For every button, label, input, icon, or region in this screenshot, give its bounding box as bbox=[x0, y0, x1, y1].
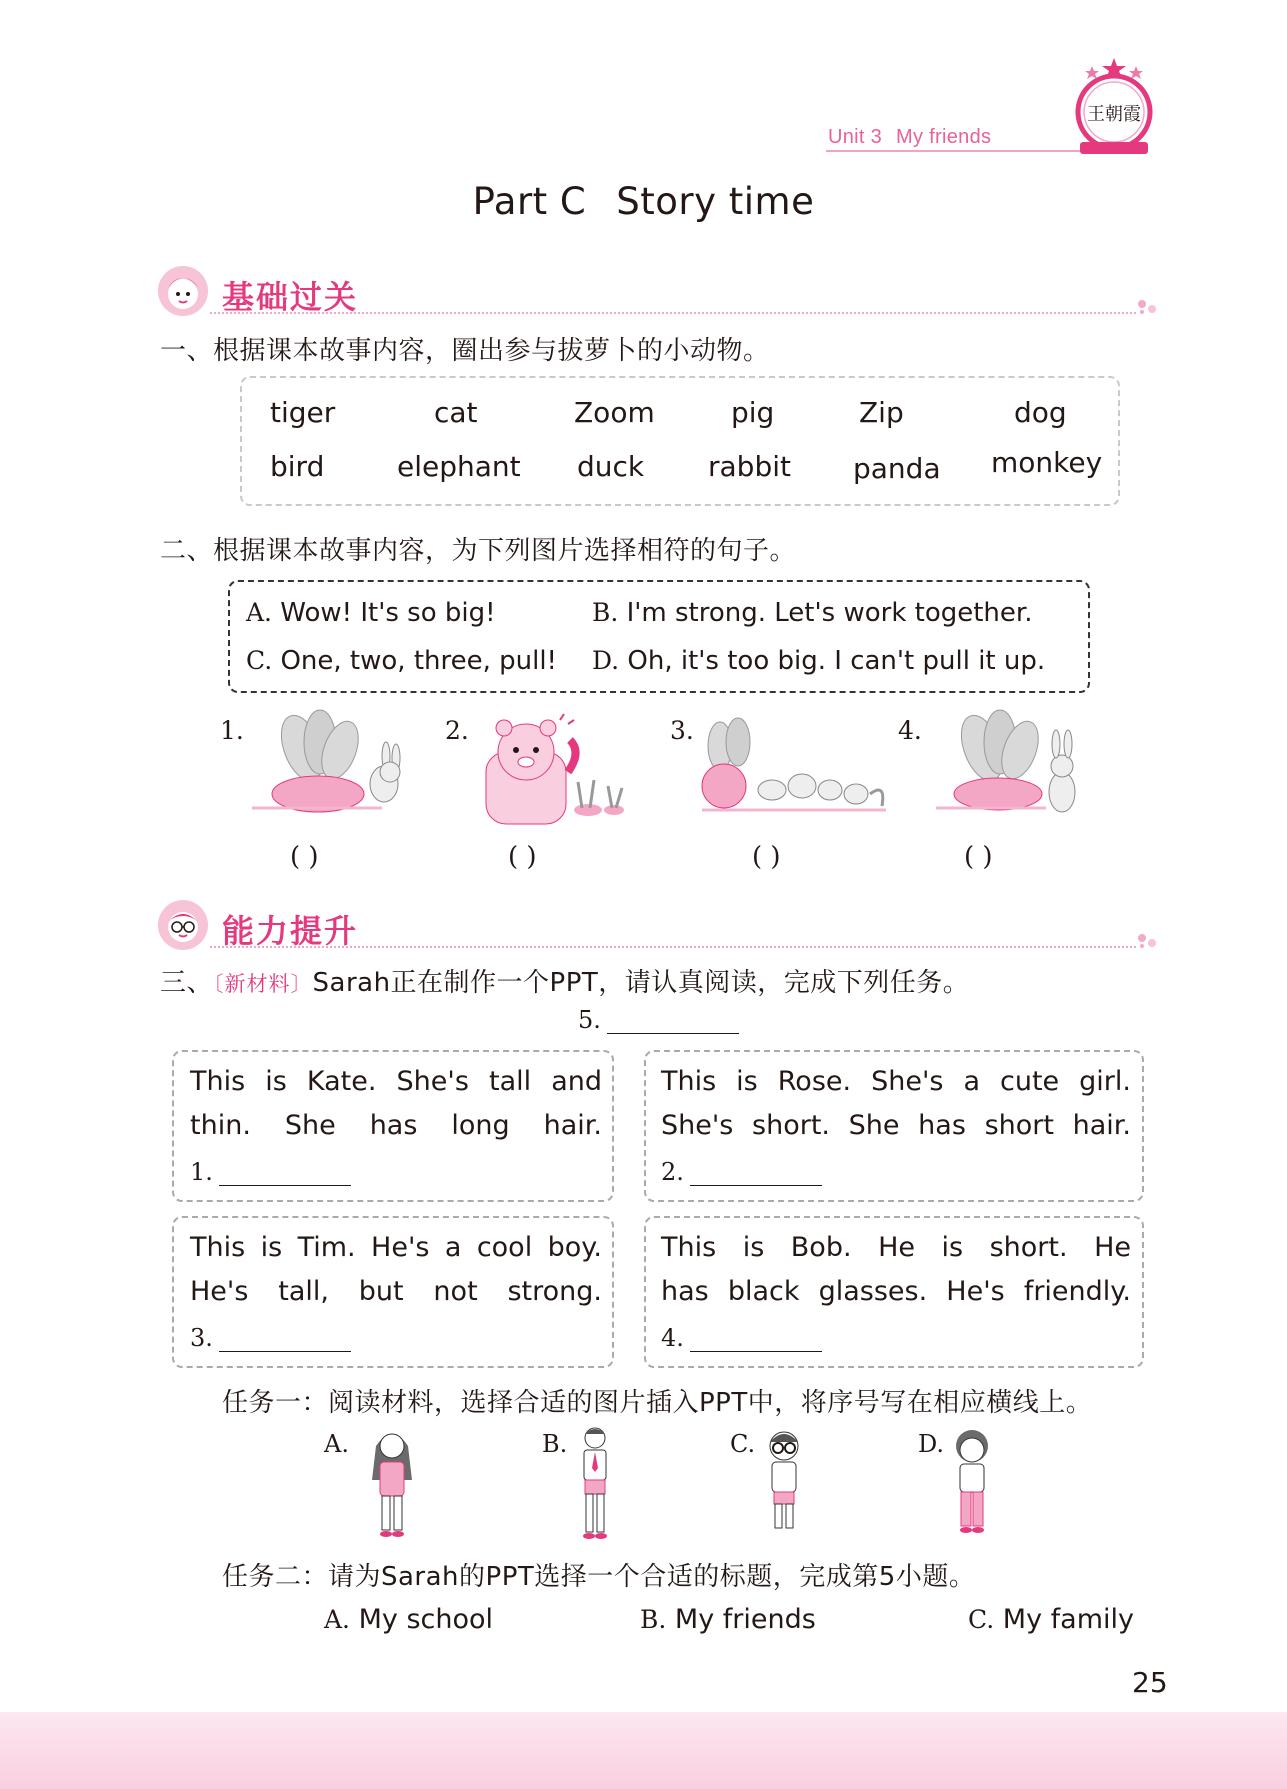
figure-label: C. bbox=[730, 1430, 756, 1458]
q3-prompt: 三、〔新材料〕Sarah正在制作一个PPT，请认真阅读，完成下列任务。 bbox=[160, 968, 970, 998]
card-text-line: This is Tim. He's a cool boy. bbox=[190, 1232, 602, 1263]
footer-band bbox=[0, 1712, 1287, 1789]
figure-label: A. bbox=[324, 1430, 349, 1458]
animals-pulling-illustration bbox=[694, 716, 894, 820]
part-label: Part C bbox=[472, 180, 587, 223]
girl-short-hair-figure bbox=[944, 1424, 1000, 1536]
title-option-c[interactable]: C. My family bbox=[968, 1604, 1134, 1635]
picture-number: 4. bbox=[898, 716, 922, 745]
new-material-tag: 〔新材料〕 bbox=[213, 972, 313, 996]
word-option[interactable]: bird bbox=[270, 450, 325, 483]
sentence-option-d: D. Oh, it's too big. I can't pull it up. bbox=[592, 646, 1046, 676]
word-option[interactable]: monkey bbox=[991, 446, 1103, 479]
publisher-seal-logo bbox=[1072, 56, 1156, 156]
card-text-line: This is Kate. She's tall and bbox=[190, 1066, 602, 1097]
page-number: 25 bbox=[1132, 1666, 1168, 1699]
decorative-dots-icon bbox=[1136, 298, 1158, 314]
unit-title: My friends bbox=[896, 126, 992, 148]
answer-blank[interactable] bbox=[607, 1010, 739, 1034]
card-answer-row: 2. bbox=[661, 1158, 822, 1186]
decorative-dots-icon bbox=[1136, 932, 1158, 948]
section-ability-title: 能力提升 bbox=[222, 912, 359, 950]
title-option-b[interactable]: B. My friends bbox=[640, 1604, 816, 1635]
card-answer-row: 3. bbox=[190, 1324, 351, 1352]
answer-parentheses[interactable]: ( ) bbox=[290, 842, 319, 872]
picture-number: 3. bbox=[670, 716, 694, 745]
word-option[interactable]: cat bbox=[434, 396, 478, 429]
section-basic-rule bbox=[210, 312, 1136, 314]
title-option-a[interactable]: A. My school bbox=[324, 1604, 494, 1635]
word-option[interactable]: elephant bbox=[397, 450, 521, 483]
card-text-line: thin. She has long hair. bbox=[190, 1110, 602, 1141]
word-option[interactable]: Zoom bbox=[574, 396, 655, 429]
word-option[interactable]: pig bbox=[731, 396, 775, 429]
card-text-line: She's short. She has short hair. bbox=[661, 1110, 1131, 1141]
sentence-option-a: A. Wow! It's so big! bbox=[246, 598, 496, 628]
q2-prompt: 二、根据课本故事内容，为下列图片选择相符的句子。 bbox=[160, 536, 797, 566]
card-text-line: This is Rose. She's a cute girl. bbox=[661, 1066, 1131, 1097]
card-text-line: He's tall, but not strong. bbox=[190, 1276, 602, 1307]
figure-label: D. bbox=[918, 1430, 945, 1458]
word-option[interactable]: tiger bbox=[270, 396, 336, 429]
girl-long-hair-figure bbox=[362, 1424, 422, 1544]
sentence-option-b: B. I'm strong. Let's work together. bbox=[592, 598, 1033, 628]
answer-blank[interactable] bbox=[690, 1162, 822, 1186]
answer-parentheses[interactable]: ( ) bbox=[752, 842, 781, 872]
unit-label bbox=[828, 126, 991, 149]
tall-boy-figure bbox=[570, 1424, 620, 1544]
q1-prompt: 一、根据课本故事内容，圈出参与拔萝卜的小动物。 bbox=[160, 336, 770, 366]
turnip-rabbit-illustration bbox=[936, 708, 1086, 828]
section-ability-rule bbox=[210, 946, 1136, 948]
card-text-line: This is Bob. He is short. He bbox=[661, 1232, 1131, 1263]
word-option[interactable]: dog bbox=[1014, 396, 1067, 429]
animal-word-box bbox=[240, 376, 1120, 506]
answer-parentheses[interactable]: ( ) bbox=[508, 842, 537, 872]
answer-blank[interactable] bbox=[219, 1162, 351, 1186]
picture-number: 1. bbox=[220, 716, 244, 745]
card-text-line: has black glasses. He's friendly. bbox=[661, 1276, 1131, 1307]
figure-label: B. bbox=[542, 1430, 568, 1458]
answer-parentheses[interactable]: ( ) bbox=[964, 842, 993, 872]
word-option[interactable]: Zip bbox=[859, 396, 904, 429]
sentence-option-c: C. One, two, three, pull! bbox=[246, 646, 557, 676]
task-two-instruction: 任务二：请为Sarah的PPT选择一个合适的标题，完成第5小题。 bbox=[222, 1562, 976, 1592]
unit-number: Unit 3 bbox=[828, 126, 883, 148]
picture-number: 2. bbox=[445, 716, 469, 745]
header-rule bbox=[826, 150, 1086, 152]
word-option[interactable]: duck bbox=[577, 450, 645, 483]
section-basic-title: 基础过关 bbox=[222, 278, 359, 316]
card-answer-row: 1. bbox=[190, 1158, 351, 1186]
boy-glasses-figure bbox=[756, 1424, 812, 1536]
girl-mascot-icon bbox=[156, 264, 210, 318]
boy-mascot-icon bbox=[156, 898, 210, 952]
answer-blank[interactable] bbox=[690, 1328, 822, 1352]
answer-blank[interactable] bbox=[219, 1328, 351, 1352]
part-title: Story time bbox=[616, 180, 815, 223]
task-one-instruction: 任务一：阅读材料，选择合适的图片插入PPT中，将序号写在相应横线上。 bbox=[222, 1388, 1093, 1418]
sentence-options-box bbox=[228, 580, 1090, 693]
strong-bear-illustration bbox=[478, 712, 628, 830]
page-title bbox=[0, 180, 1287, 223]
word-option[interactable]: panda bbox=[853, 452, 941, 485]
svg-text:王朝霞: 王朝霞 bbox=[1087, 104, 1141, 125]
ppt-title-blank[interactable]: 5. bbox=[578, 1006, 739, 1034]
word-option[interactable]: rabbit bbox=[708, 450, 791, 483]
turnip-rabbit-illustration bbox=[252, 708, 412, 828]
card-answer-row: 4. bbox=[661, 1324, 822, 1352]
